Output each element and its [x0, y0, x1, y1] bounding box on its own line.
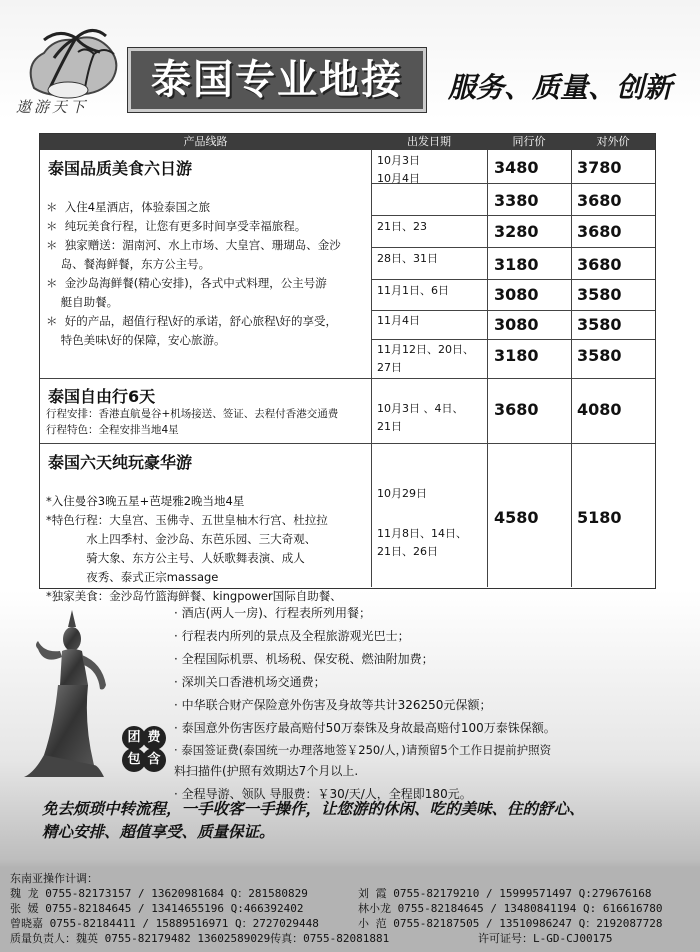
contact-line: 林小龙 0755-82184645 / 13480841194 Q: 616616780: [358, 902, 663, 915]
desc-line: *独家美食：金沙岛竹篮海鲜餐、kingpower国际自助餐、: [46, 589, 342, 603]
public-price: 3680: [577, 191, 622, 210]
license-number: 许可证号：L-GD-CJ00175: [478, 932, 613, 945]
contact-line: 魏 龙 0755-82173157 / 13620981684 Q：281580829: [10, 887, 308, 900]
peer-price: 3380: [494, 191, 539, 210]
inclusion-item: 料扫描件(护照有效期达7个月以上.: [174, 764, 359, 778]
peer-price: 3080: [494, 315, 539, 334]
column-header-route: 产品线路: [183, 135, 228, 148]
departure-date: 11月4日: [377, 314, 420, 327]
title-banner: [128, 48, 426, 112]
slogan: 服务、质量、创新: [448, 71, 673, 104]
desc-line: *特色行程：大皇宫、玉佛寺、五世皇柚木行宫、杜拉拉: [46, 513, 328, 527]
desc-line: ＊ 入住4星酒店，体验泰国之旅: [46, 200, 211, 214]
desc-line: 夜秀、泰式正宗massage: [46, 570, 219, 584]
contact-line: 曾晓嘉 0755-82184411 / 15889516971 Q：2727029448: [10, 917, 319, 930]
inclusion-badge: 费: [142, 726, 166, 750]
inclusion-item: · 泰国意外伤害医疗最高赔付50万泰铢及身故最高赔付100万泰铢保额。: [174, 721, 556, 735]
section-title: 泰国自由行6天: [48, 387, 156, 406]
desc-line: 岛、餐海鲜餐，东方公主号。: [46, 257, 211, 271]
desc-line: ＊ 独家赠送：湄南河、水上市场、大皇宫、珊瑚岛、金沙: [46, 238, 341, 252]
contact-line: 刘 霞 0755-82179210 / 15999571497 Q:279676168: [358, 887, 652, 900]
departure-date: 10月4日: [377, 172, 420, 185]
peer-price: 3280: [494, 222, 539, 241]
section-title: 泰国六天纯玩豪华游: [48, 453, 193, 472]
thai-dancer-statue-icon: [14, 605, 114, 780]
footer-heading: 东南亚操作计调：: [10, 872, 98, 885]
inclusion-item: · 中华联合财产保险意外伤害及身故等共计326250元保额；: [174, 698, 492, 712]
inclusion-badge: 包: [122, 748, 146, 772]
departure-date: 11月8日、14日、: [377, 527, 467, 540]
public-price: 5180: [577, 508, 622, 527]
desc-line: 特色美味\好的保障，安心旅游。: [46, 333, 226, 347]
column-header-dates: 出发日期: [407, 135, 451, 148]
desc-line: ＊ 好的产品，超值行程\好的承诺，舒心旅程\好的享受，: [46, 314, 338, 328]
public-price: 3580: [577, 346, 622, 365]
inclusion-badge: 含: [142, 748, 166, 772]
peer-price: 3680: [494, 400, 539, 419]
contact-footer: [0, 868, 700, 952]
logo-text: 遨游天下: [16, 98, 89, 116]
column-header-peer-price: 同行价: [512, 135, 546, 148]
column-header-public-price: 对外价: [596, 135, 630, 148]
public-price: 3580: [577, 315, 622, 334]
departure-date: 27日: [377, 361, 402, 374]
desc-line: *入住曼谷3晚五星+芭堤雅2晚当地4星: [46, 494, 245, 508]
desc-line: ＊ 金沙岛海鲜餐(精心安排)，各式中式料理，公主号游: [46, 276, 327, 290]
inclusion-item: · 泰国签证费(泰国统一办理落地签￥250/人，)请预留5个工作日提前护照资: [174, 743, 552, 757]
departure-date: 11月12日、20日、: [377, 343, 474, 356]
section-description: 行程安排：香港直航曼谷+机场接送、签证、去程付香港交通费: [46, 408, 339, 420]
desc-line: 艇自助餐。: [46, 295, 119, 309]
tour-price-table: [39, 133, 656, 603]
departure-date: 10月3日 、4日、: [377, 402, 464, 415]
quality-manager: 质量负责人：魏英 0755-82179482 13602589029传真：0755-82081881: [10, 932, 390, 945]
inclusion-item: · 酒店(两人一房)、行程表所列用餐；: [174, 606, 371, 620]
departure-date: 11月1日、6日: [377, 284, 449, 297]
divider: [40, 378, 655, 379]
inclusion-badge: 团: [122, 726, 146, 750]
inclusion-item: · 深圳关口香港机场交通费；: [174, 675, 326, 689]
public-price: 4080: [577, 400, 622, 419]
contact-line: 张 媛 0755-82184645 / 13414655196 Q:466392402: [10, 902, 304, 915]
divider: [371, 279, 655, 280]
departure-date: 21日、23: [377, 220, 427, 233]
public-price: 3780: [577, 158, 622, 177]
public-price: 3680: [577, 255, 622, 274]
public-price: 3680: [577, 222, 622, 241]
section-title: 泰国品质美食六日游: [48, 159, 193, 178]
peer-price: 3180: [494, 346, 539, 365]
tagline: 免去烦琐中转流程，一手收客一手操作，让您游的休闲、吃的美味、住的舒心、: [42, 800, 585, 818]
divider: [40, 443, 655, 444]
peer-price: 3480: [494, 158, 539, 177]
page-title: 泰国专业地接: [151, 57, 403, 103]
tagline: 精心安排、超值享受、质量保证。: [42, 823, 275, 841]
peer-price: 3080: [494, 285, 539, 304]
inclusion-item: · 全程导游、领队 导服费：￥30/天/人，全程即180元。: [174, 787, 472, 801]
departure-date: 10月3日: [377, 154, 420, 167]
public-price: 3580: [577, 285, 622, 304]
divider: [371, 339, 655, 340]
departure-date: 21日: [377, 420, 402, 433]
desc-line: 水上四季村、金沙岛、东芭乐园、三大奇观、: [46, 532, 317, 546]
peer-price: 3180: [494, 255, 539, 274]
contact-line: 小 范 0755-82187505 / 13510986247 Q：2192087728: [358, 917, 663, 930]
divider: [371, 215, 655, 216]
section-description: [46, 179, 341, 350]
inclusion-item: · 全程国际机票、机场税、保安税、燃油附加费；: [174, 652, 434, 666]
peer-price: 4580: [494, 508, 539, 527]
inclusion-item: · 行程表内所列的景点及全程旅游观光巴士；: [174, 629, 410, 643]
divider: [371, 310, 655, 311]
desc-line: ＊ 纯玩美食行程，让您有更多时间享受幸福旅程。: [46, 219, 307, 233]
section-description: 行程特色：全程安排当地4星: [46, 424, 179, 436]
table-header: [40, 134, 655, 150]
section-description: [46, 473, 342, 606]
departure-date: 28日、31日: [377, 252, 438, 265]
divider: [371, 247, 655, 248]
departure-date: 21日、26日: [377, 545, 438, 558]
departure-date: 10月29日: [377, 487, 427, 500]
desc-line: 骑大象、东方公主号、人妖歌舞表演、成人: [46, 551, 305, 565]
